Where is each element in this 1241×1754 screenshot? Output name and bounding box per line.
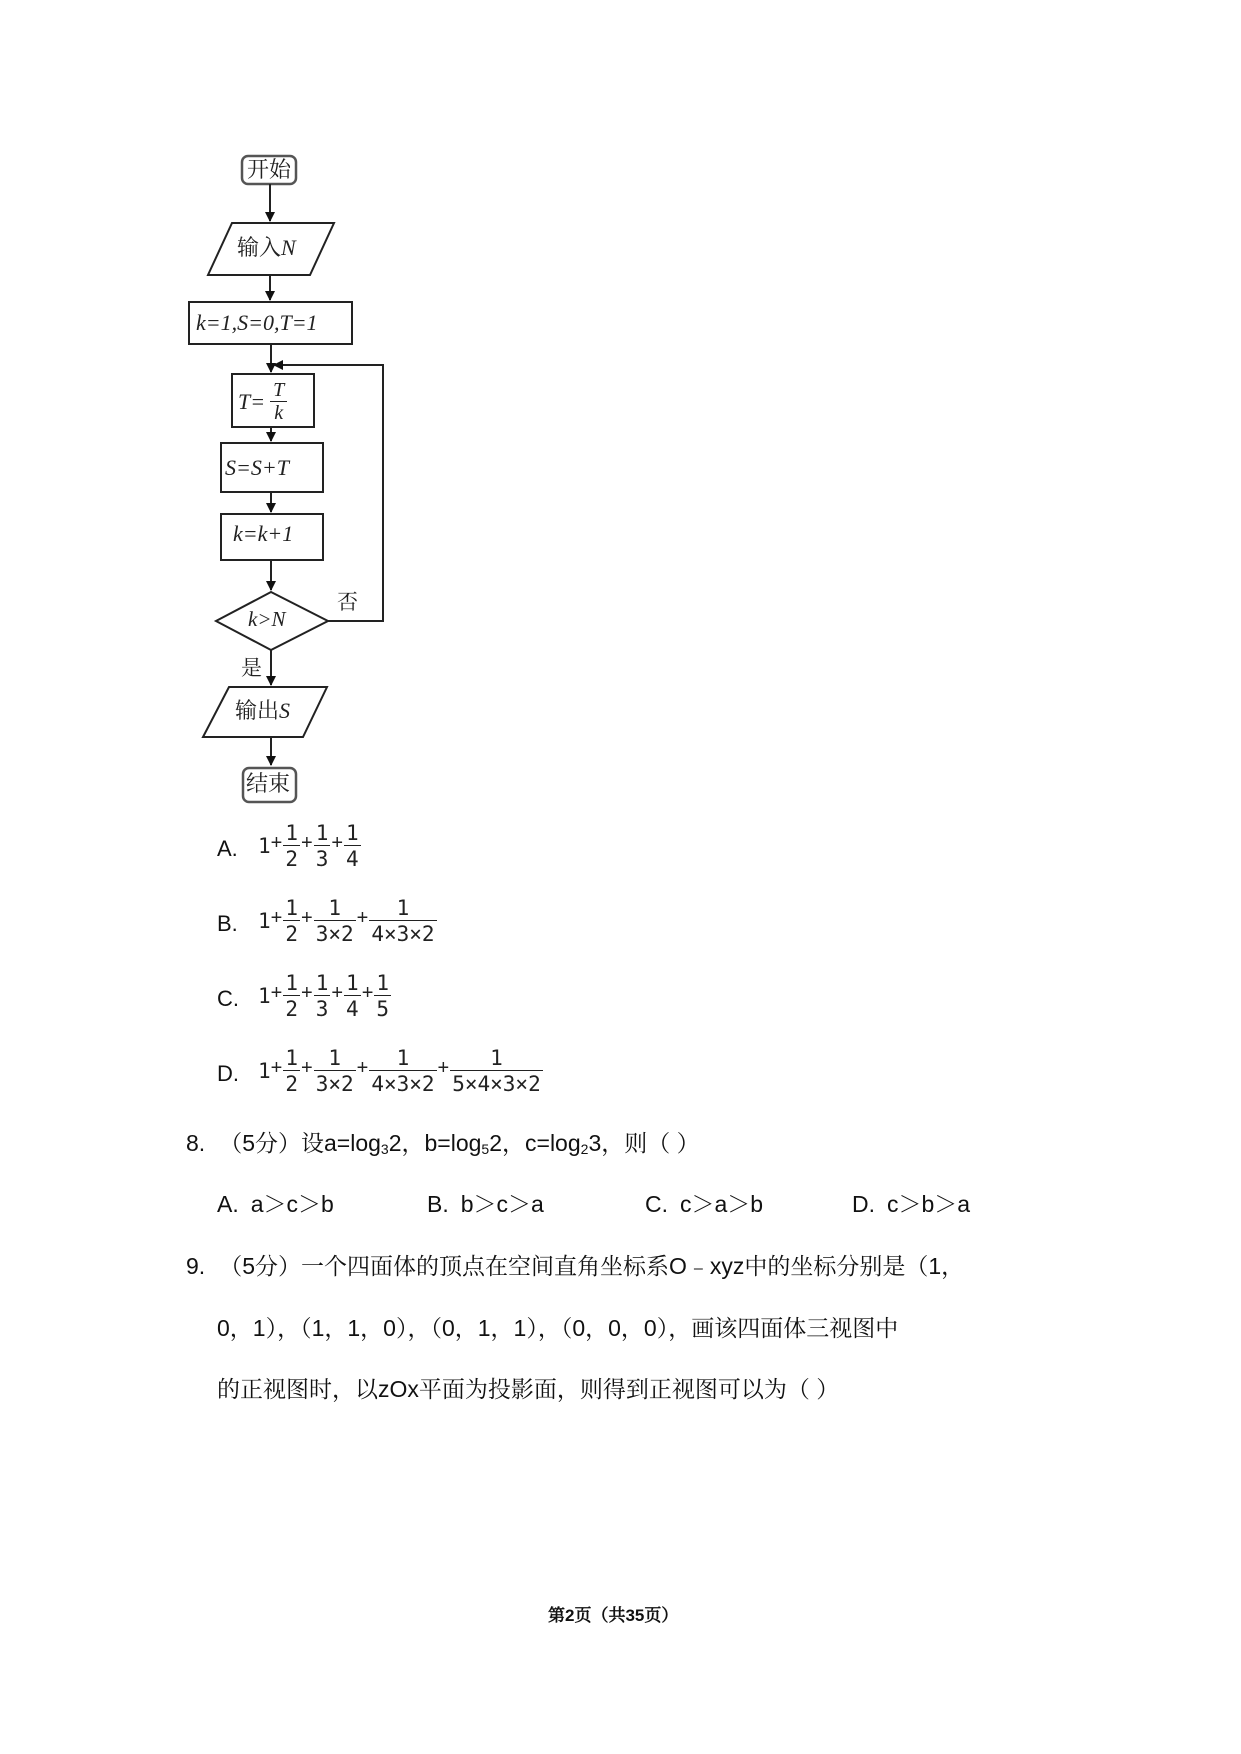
fraction: $\frac{1}{3\times 2}$ [315,1046,354,1097]
q8-option-a [217,1193,334,1216]
option-text: c＞b＞a [887,1191,971,1217]
option-text: a＞c＞b [250,1191,334,1217]
q9-line-3: 的正视图时，以zOx平面为投影面，则得到正视图可以为（ ） [217,1376,840,1402]
q8-stem-text: 2，c=log [489,1130,581,1156]
fraction: $\frac{1}{4}$ [346,821,359,872]
fraction: $\frac{1}{2}$ [285,971,298,1022]
q7-option-a-expr: 1 + $\frac{1}{2}$ + $\frac{1}{3}$ + $\frac{1}{4}$ [258,821,359,872]
flowchart-condition-text: k>N [248,607,286,631]
q8-stem-text: 3，则（ ） [588,1130,700,1156]
q8-stem-text: 2，b=log [388,1130,482,1156]
option-label: B. [427,1191,449,1217]
flowchart-condition [248,609,286,630]
flowchart-input-prefix: 输入 [237,236,282,261]
q9-line-1-text: 一个四面体的顶点在空间直角坐标系O﹣xyz中的坐标分别是（1， [300,1253,965,1279]
fraction: $\frac{1}{5\times 4\times 3\times 2}$ [452,1046,541,1097]
q7-option-c-expr: 1 + $\frac{1}{2}$ + $\frac{1}{3}$ + $\frac{1}{4}$ + $\frac{1}{5}$ [258,971,390,1022]
option-text: c＞a＞b [680,1191,764,1217]
q8-option-b [427,1193,544,1216]
q8-option-c [645,1193,763,1216]
fraction: $\frac{1}{2}$ [285,896,298,947]
q9-line-2: 0，1），（1，1，0），（0，1，1），（0，0，0），画该四面体三视图中 [217,1315,899,1341]
expr-lead: 1 [258,984,271,1009]
option-label: C. [645,1191,668,1217]
q8-stem-text: 设a=log [300,1130,381,1156]
q8-score: （5分） [219,1130,301,1156]
q7-option-c-label: C. [217,986,239,1011]
flowchart-step-k-text: k=k+1 [233,521,294,546]
q8-option-d [852,1193,970,1216]
expr-lead: 1 [258,834,271,859]
flowchart-step-t-den: k [270,401,287,423]
flowchart-step-t-lhs: T= [238,388,266,414]
fraction: $\frac{1}{4\times 3\times 2}$ [371,1046,435,1097]
fraction: $\frac{1}{3}$ [315,821,329,872]
fraction: $\frac{1}{3}$ [315,971,329,1022]
page-footer: 第2页（共35页） [548,1606,679,1625]
q7-option-d-label: D. [217,1061,239,1086]
flowchart-input [237,237,296,260]
flowchart-end: 结束 [246,772,291,797]
q8-subscript: 2 [580,1141,589,1157]
q8-number: 8. [186,1130,206,1156]
fraction: $\frac{1}{2}$ [285,821,298,872]
flowchart-step-k [233,523,293,545]
flowchart-start: 开始 [247,158,292,183]
flowchart-step-s-text: S=S+T [225,455,289,480]
flowchart-init-text: k=1,S=0,T=1 [196,310,318,335]
q8-subscript: 3 [380,1141,389,1157]
q7-option-b-label: B. [217,911,238,936]
flowchart-output [235,700,290,723]
q8-stem [186,1132,700,1156]
flowchart-output-var: S [279,698,291,723]
flowchart-input-var: N [281,235,296,260]
q9-score: （5分） [219,1253,301,1279]
flowchart-no-label: 否 [337,590,358,614]
flowchart-output-prefix: 输出 [235,699,280,724]
fraction: $\frac{1}{3\times 2}$ [315,896,354,947]
fraction: $\frac{1}{5}$ [376,971,390,1022]
q7-option-a-label: A. [217,836,238,861]
q7-option-b-expr: 1 + $\frac{1}{2}$ + $\frac{1}{3\times 2}$ + $\frac{1}{4\times 3\times 2}$ [258,896,435,947]
expr-lead: 1 [258,909,271,934]
expr-lead: 1 [258,1059,271,1084]
fraction: $\frac{1}{2}$ [285,1046,298,1097]
option-label: D. [852,1191,875,1217]
q7-option-d-expr: 1 + $\frac{1}{2}$ + $\frac{1}{3\times 2}$ + $\frac{1}{4\times 3\times 2}$ + $\frac{1}{5\times 4\times 3\times 2}$ [258,1046,541,1097]
q9-number: 9. [186,1253,206,1279]
q9-line-1 [186,1255,964,1278]
option-text: b＞c＞a [460,1191,544,1217]
fraction: $\frac{1}{4}$ [346,971,359,1022]
fraction: $\frac{1}{4\times 3\times 2}$ [371,896,435,947]
flowchart-step-t [238,380,288,423]
flowchart-yes-label: 是 [241,656,262,680]
flowchart-init [196,312,318,334]
flowchart-step-s [225,457,289,479]
q8-subscript: 5 [481,1141,490,1157]
flowchart-step-t-num: T [273,379,285,401]
option-label: A. [217,1191,239,1217]
